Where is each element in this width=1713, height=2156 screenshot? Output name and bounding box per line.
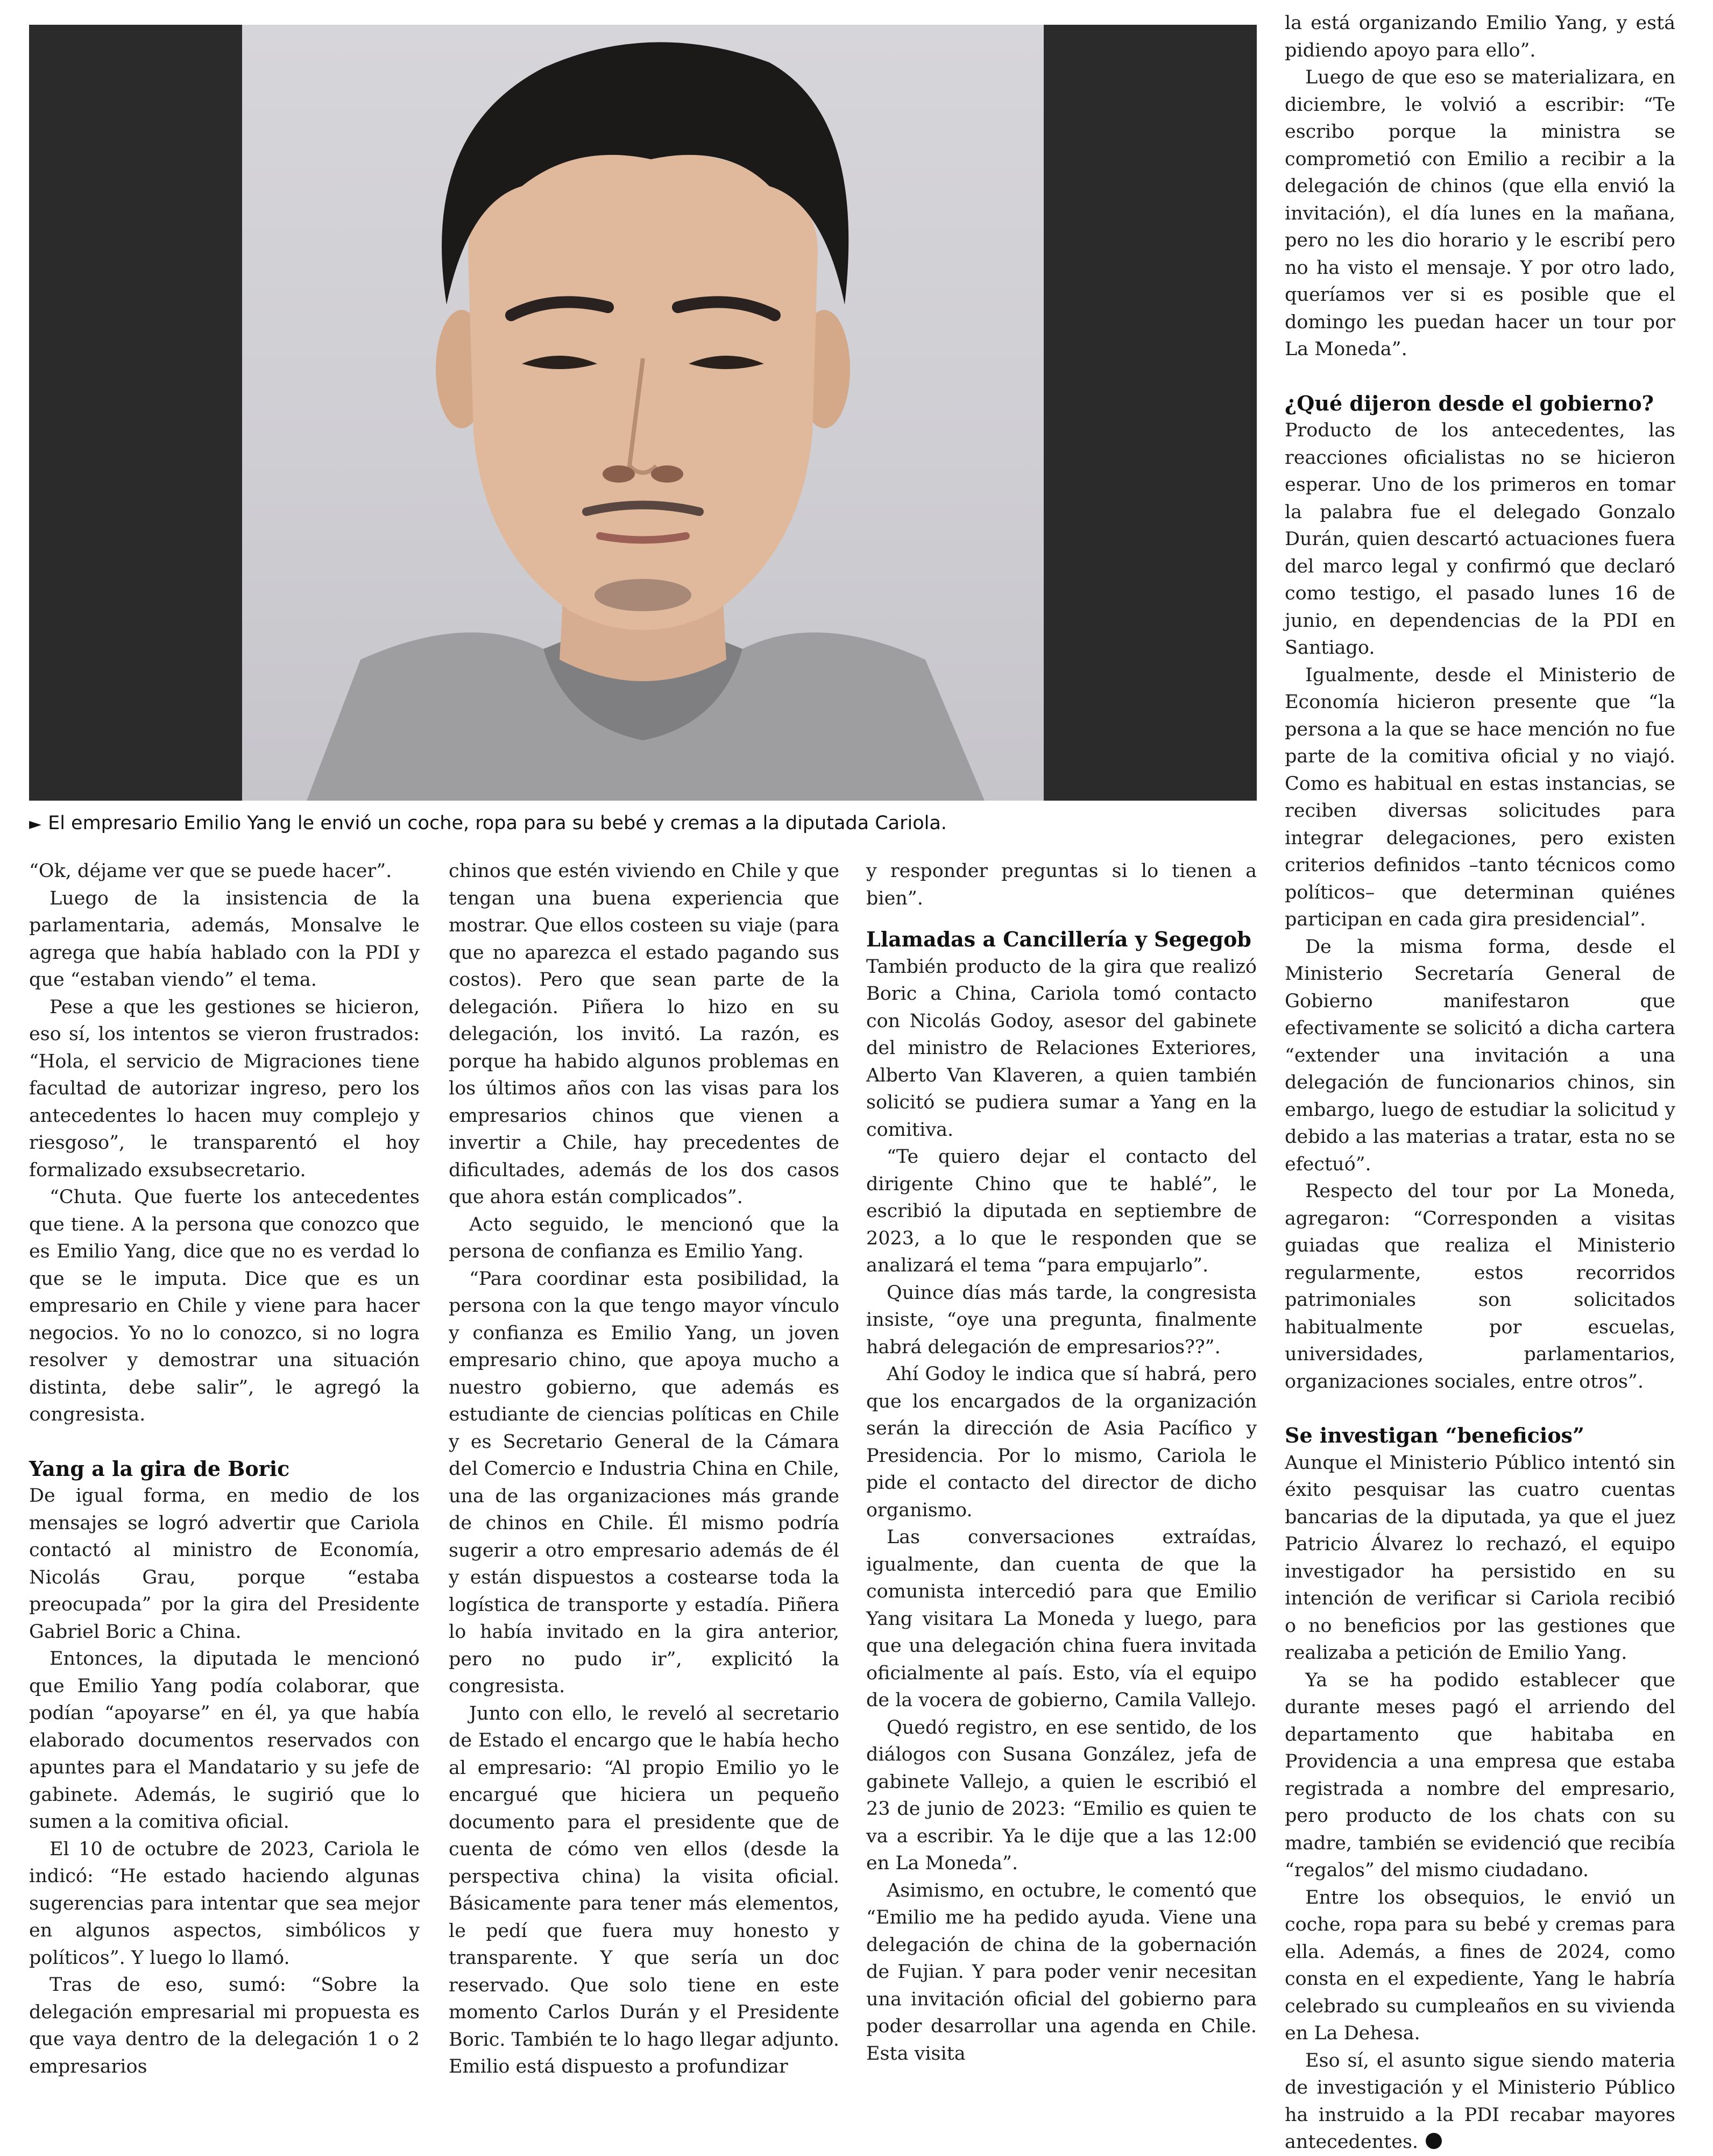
- article-column-2: [449, 858, 839, 2081]
- portrait-photo: [242, 25, 1044, 801]
- article-column-3: [866, 858, 1257, 2067]
- end-of-article-icon: [1426, 2133, 1442, 2149]
- paragraph: Ahí Godoy le indica que sí habrá, pero que los encargados de la organización serán la dirección de Asia Pacífico y Presidencia. Por lo mismo, Cariola le pide el contacto del director de dicho organismo.: [866, 1363, 1257, 1521]
- paragraph: De la misma forma, desde el Ministerio Secretaría General de Gobierno manifestaron que efectivamente se solicitó a dicha cartera “extender una invitación a una delegación de funcionarios chinos, sin embargo, luego de estudiar la solicitud y debido a las materias a tratar, esta no se efectuó”.: [1285, 936, 1675, 1175]
- paragraph: Tras de eso, sumó: “Sobre la delegación empresarial mi propuesta es que vaya dentro de la delegación 1 o 2 empresarios: [29, 1974, 420, 2077]
- paragraph: y responder preguntas si lo tienen a bien”.: [866, 860, 1257, 909]
- paragraph: Quince días más tarde, la congresista insiste, “oye una pregunta, finalmente habrá delegación de empresarios??”.: [866, 1282, 1257, 1358]
- paragraph: Entonces, la diputada le mencionó que Emilio Yang podía colaborar, que podían “apoyarse” en él, ya que había elaborado documentos reservados con apuntes para el Mandatario y su jefe de gabinete. Además, le sugirió que lo sumen a la comitiva oficial.: [29, 1648, 420, 1833]
- subheading-beneficios: Se investigan “beneficios”: [1285, 1423, 1584, 1447]
- paragraph: Ya se ha podido establecer que durante meses pagó el arriendo del departamento que habitaba en Providencia a una empresa que estaba registrada a nombre del empresario, pero producto de los chats con su madre, también se evidenció que recibía “regalos” del mismo ciudadano.: [1285, 1669, 1675, 1881]
- paragraph: Luego de que eso se materializara, en diciembre, le volvió a escribir: “Te escribo porque la ministra se comprometió con Emilio a recibir a la delegación de chinos (que ella envió la invitación), el día lunes en la mañana, pero no les dio horario y le escribí pero no ha visto el mensaje. Y por otro lado, queríamos ver si es posible que el domingo les puedan hacer un tour por La Moneda”.: [1285, 67, 1675, 360]
- paragraph: chinos que estén viviendo en Chile y que tengan una buena experiencia que mostrar. Que ellos costeen su viaje (para que no aparezca el estado pagando sus costos). Pero que sean parte de la delegación. Piñera lo hizo en su delegación, los invitó. La razón, es porque ha habido algunos problemas en los últimos años con las visas para los empresarios chinos que vienen a invertir a Chile, hay precedentes de dificultades, además de los dos casos que ahora están complicados”.: [449, 860, 839, 1208]
- paragraph: “Para coordinar esta posibilidad, la persona con la que tengo mayor vínculo y confianza es Emilio Yang, un joven empresario chino, que apoya mucho a nuestro gobierno, que además es estudiante de ciencias políticas en Chile y es Secretario General de la Cámara del Comercio e Industria China en Chile, una de las organizaciones más grande de chinos en Chile. Él mismo podría sugerir a otro empresario además de él y están dispuestos a costearse toda la logística de transporte y estadía. Piñera lo había invitado en la gira anterior, pero no pudo ir”, explicitó la congresista.: [449, 1268, 839, 1697]
- paragraph: Pese a que les gestiones se hicieron, eso sí, los intentos se vieron frustrados: “Hola, el servicio de Migraciones tiene facultad de autorizar ingreso, pero los antecedentes lo hacen muy complejo y riesgoso”, le transparentó el hoy formalizado exsubsecretario.: [29, 996, 420, 1181]
- subheading-yang-gira-boric: Yang a la gira de Boric: [29, 1456, 290, 1481]
- paragraph: Quedó registro, en ese sentido, de los diálogos con Susana González, jefa de gabinete Vallejo, a quien le escribió el 23 de junio de 2023: “Emilio es quien te va a escribir. Ya le dije que a las 12:00 en La Moneda”.: [866, 1716, 1257, 1874]
- paragraph: “Te quiero dejar el contacto del dirigente Chino que te hablé”, le escribió la diputada en septiembre de 2023, a lo que le responden que se analizará el tema “para empujarlo”.: [866, 1146, 1257, 1276]
- paragraph: Entre los obsequios, le envió un coche, ropa para su bebé y cremas para ella. Además, a fines de 2024, como consta en el expediente, Yang le habría celebrado su cumpleaños en su vivienda en La Dehesa.: [1285, 1886, 1675, 2044]
- paragraph: De igual forma, en medio de los mensajes se logró advertir que Cariola contactó al ministro de Economía, Nicolás Grau, porque “estaba preocupada” por la gira del Presidente Gabriel Boric a China.: [29, 1485, 420, 1643]
- paragraph: “Ok, déjame ver que se puede hacer”.: [29, 860, 392, 882]
- paragraph: Las conversaciones extraídas, igualmente, dan cuenta de que la comunista intercedió para que Emilio Yang visitara La Moneda y luego, para que una delegación china fuera invitada oficialmente al país. Esto, vía el equipo de la vocera de gobierno, Camila Vallejo.: [866, 1526, 1257, 1711]
- paragraph: “Chuta. Que fuerte los antecedentes que tiene. A la persona que conozco que es Emilio Yang, dice que no es verdad lo que se le imputa. Dice que es un empresario en Chile y viene para hacer negocios. Yo no lo conozco, si no logra resolver y demostrar una situación distinta, debe salir”, le agregó la congresista.: [29, 1186, 420, 1425]
- paragraph-final: [1285, 2047, 1675, 2156]
- paragraph: Junto con ello, le reveló al secretario de Estado el encargo que le había hecho al empresario: “Al propio Emilio yo le encargué que hiciera un pequeño documento para el presidente que de cuenta de cómo ven ellos (desde la perspectiva china) la visita oficial. Básicamente para tener más elementos, le pedí que fuera muy honesto y transparente. Y que sería un doc reservado. Que solo tiene en este momento Carlos Durán y el Presidente Boric. También te lo hago llegar adjunto. Emilio está dispuesto a profundizar: [449, 1702, 839, 2077]
- paragraph: También producto de la gira que realizó Boric a China, Cariola tomó contacto con Nicolás Godoy, asesor del gabinete del ministro de Relaciones Exteriores, Alberto Van Klaveren, a quien también solicitó se pudiera sumar a Yang en la comitiva.: [866, 956, 1257, 1141]
- caption-text: El empresario Emilio Yang le envió un coche, ropa para su bebé y cremas a la diputada Cariola.: [48, 812, 947, 834]
- paragraph: Respecto del tour por La Moneda, agregaron: “Corresponden a visitas guiadas que realiza el Ministerio regularmente, estos recorridos patrimoniales son solicitados habitualmente por escuelas, universidades, parlamentarios, organizaciones sociales, entre otros”.: [1285, 1181, 1675, 1392]
- portrait-illustration: [242, 25, 1044, 801]
- paragraph: Aunque el Ministerio Público intentó sin éxito pesquisar las cuatro cuentas bancarias de la diputada, ya que el juez Patricio Álvarez lo rechazó, el equipo investigador ha persistido en su intención de verificar si Cariola recibió o no beneficios por las gestiones que realizaba a petición de Emilio Yang.: [1285, 1452, 1675, 1664]
- subheading-gobierno: ¿Qué dijeron desde el gobierno?: [1285, 391, 1654, 415]
- paragraph: Acto seguido, le mencionó que la persona de confianza es Emilio Yang.: [449, 1213, 839, 1262]
- article-column-4: [1285, 10, 1675, 2156]
- subheading-llamadas: Llamadas a Cancillería y Segegob: [866, 927, 1251, 951]
- caption-marker: ►: [29, 815, 42, 833]
- paragraph: Igualmente, desde el Ministerio de Economía hicieron presente que “la persona a la que se hace mención no fue parte de la comitiva oficial y no viajó. Como es habitual en estas instancias, se reciben diversas solicitudes para integrar delegaciones, pero existen criterios definidos –tanto técnicos como políticos– que determinan quiénes participan en cada gira presidencial”.: [1285, 664, 1675, 930]
- paragraph: la está organizando Emilio Yang, y está pidiendo apoyo para ello”.: [1285, 12, 1675, 61]
- paragraph: El 10 de octubre de 2023, Cariola le indicó: “He estado haciendo algunas sugerencias para intentar que sea mejor en algunos aspectos, simbólicos y políticos”. Y luego lo llamó.: [29, 1838, 420, 1969]
- paragraph: Producto de los antecedentes, las reacciones oficialistas no se hicieron esperar. Uno de los primeros en tomar la palabra fue el delegado Gonzalo Durán, quien descartó actuaciones fuera del marco legal y confirmó que declaró como testigo, el pasado lunes 16 de junio, en dependencias de la PDI en Santiago.: [1285, 420, 1675, 659]
- article-column-1: [29, 858, 420, 2080]
- paragraph: Luego de la insistencia de la parlamentaria, además, Monsalve le agrega que había hablado con la PDI y que “estaban viendo” el tema.: [29, 887, 420, 991]
- paragraph-text: Eso sí, el asunto sigue siendo materia de investigación y el Ministerio Público ha instruido a la PDI recabar mayores antecedentes.: [1285, 2049, 1675, 2153]
- article-photo: [29, 25, 1257, 801]
- photo-caption: [29, 807, 1257, 839]
- paragraph: Asimismo, en octubre, le comentó que “Emilio me ha pedido ayuda. Viene una delegación de china de la gobernación de Fujian. Y para poder venir necesitan una invitación oficial del gobierno para poder desarrollar una agenda en Chile. Esta visita: [866, 1879, 1257, 2065]
